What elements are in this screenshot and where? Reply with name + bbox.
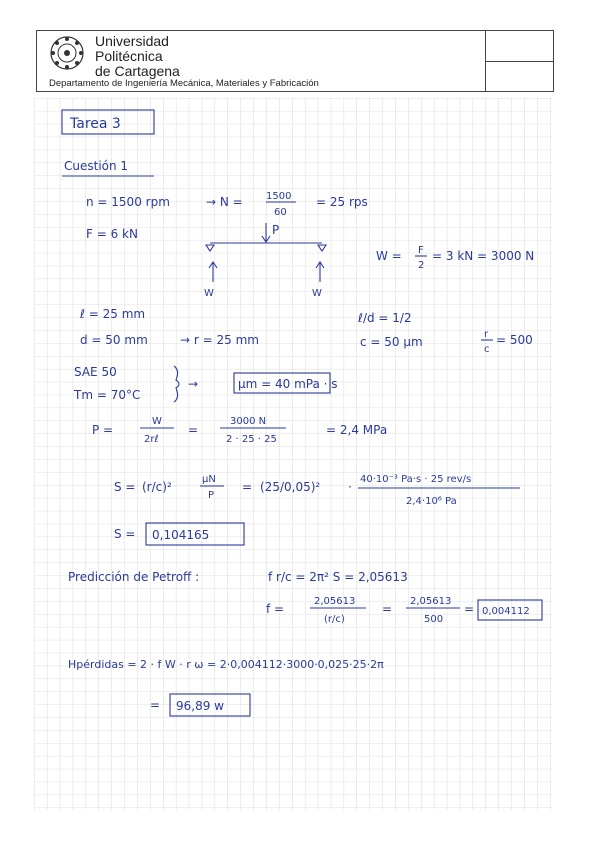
- f2-num: 2,05613: [410, 596, 452, 607]
- clearance-given: c = 50 μm: [360, 335, 423, 349]
- rps-conversion: → N =: [206, 195, 243, 209]
- header-divider: [485, 61, 554, 62]
- f-eq: =: [382, 602, 393, 616]
- somm-den: 2,4·10⁶ Pa: [406, 496, 457, 507]
- pressure-f2-num: 3000 N: [230, 416, 267, 427]
- pressure-equals: =: [188, 423, 199, 437]
- rc-value: = 500: [496, 333, 533, 347]
- ld-ratio: ℓ/d = 1/2: [358, 311, 412, 325]
- loss-result: 96,89 w: [176, 699, 224, 713]
- f1-num: 2,05613: [314, 596, 356, 607]
- department-name: Departamento de Ingeniería Mecánica, Materiales y Fabricación: [49, 78, 319, 89]
- somm-mu-num: μN: [202, 474, 216, 485]
- somm-lhs: S =: [114, 480, 136, 494]
- length-given: ℓ = 25 mm: [80, 307, 146, 321]
- pressure-f1-den: 2rℓ: [144, 434, 159, 445]
- university-name: [95, 34, 180, 79]
- section-title: Cuestión 1: [64, 159, 129, 173]
- diameter-given: d = 50 mm: [80, 333, 148, 347]
- w-equation-rhs: = 3 kN = 3000 N: [432, 249, 535, 263]
- f-result: 0,004112: [482, 606, 530, 617]
- loss-eq-sign: =: [150, 698, 161, 712]
- f1-den: (r/c): [324, 614, 345, 625]
- somm-mu-den: P: [208, 490, 215, 501]
- force-given: F = 6 kN: [86, 227, 138, 241]
- reaction-left-label: W: [204, 288, 214, 299]
- w-fraction-den: 2: [418, 260, 425, 271]
- somm-result: 0,104165: [152, 528, 210, 542]
- pressure-f1-num: W: [152, 416, 162, 427]
- rps-fraction-den: 60: [274, 207, 287, 218]
- grid-canvas: [34, 98, 552, 810]
- grid-sheet: [34, 98, 552, 810]
- f2-den: 500: [424, 614, 444, 625]
- petroff-label: Predicción de Petroff :: [68, 570, 200, 584]
- load-label: P: [272, 223, 280, 237]
- university-line-1: Universidad: [95, 33, 169, 49]
- pressure-lhs: P =: [92, 423, 114, 437]
- w-equation-lhs: W =: [376, 249, 402, 263]
- task-title: Tarea 3: [70, 116, 121, 132]
- w-fraction-num: F: [418, 245, 424, 256]
- rc-den: c: [484, 344, 490, 355]
- rps-fraction-num: 1500: [266, 191, 292, 202]
- somm-sub: (25/0,05)²: [260, 480, 321, 494]
- header-box: [36, 30, 554, 92]
- reaction-right-label: W: [312, 288, 322, 299]
- somm-num: 40·10⁻³ Pa·s · 25 rev/s: [360, 474, 472, 485]
- viscosity-value: μm = 40 mPa · s: [238, 377, 338, 391]
- university-line-2: Politécnica: [95, 48, 163, 64]
- petroff-eq: f r/c = 2π² S = 2,05613: [268, 570, 408, 584]
- somm-rc: (r/c)²: [142, 480, 172, 494]
- radius-value: → r = 25 mm: [180, 333, 259, 347]
- rps-result: = 25 rps: [316, 195, 368, 209]
- oil-grade: SAE 50: [74, 365, 117, 379]
- oil-temperature: Tm = 70°C: [74, 388, 141, 402]
- somm-result-lhs: S =: [114, 527, 136, 541]
- rc-num: r: [484, 329, 489, 340]
- viscosity-arrow: →: [188, 377, 199, 391]
- loss-eq: Hpérdidas = 2 · f W · r ω = 2·0,004112·3000·0,025·25·2π: [68, 658, 384, 671]
- university-logo: [49, 35, 85, 71]
- f-lhs: f =: [266, 602, 285, 616]
- f-eq2: =: [464, 602, 475, 616]
- university-line-3: de Cartagena: [95, 63, 180, 79]
- somm-dot: ·: [348, 480, 352, 494]
- somm-eq: =: [242, 480, 253, 494]
- pressure-f2-den: 2 · 25 · 25: [226, 434, 277, 445]
- pressure-result: = 2,4 MPa: [326, 423, 388, 437]
- speed-given: n = 1500 rpm: [86, 195, 170, 209]
